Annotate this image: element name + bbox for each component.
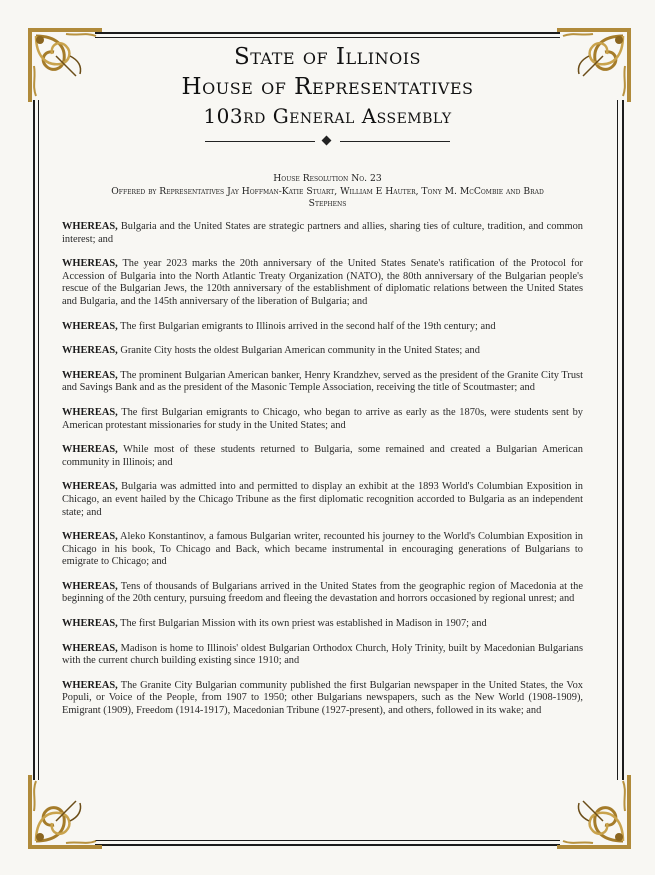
whereas-label: WHEREAS,	[62, 258, 118, 270]
whereas-label: WHEREAS,	[62, 618, 118, 630]
resolution-body	[62, 221, 583, 730]
whereas-clause: WHEREAS, Bulgaria and the United States are strategic partners and allies, sharing ties of culture, tradition, and common interest; and	[62, 221, 583, 245]
whereas-label: WHEREAS,	[62, 481, 118, 493]
gold-corner-ornament-icon	[26, 773, 104, 851]
title-state: State of Illinois	[234, 44, 421, 70]
whereas-clause: WHEREAS, The Granite City Bulgarian community published the first Bulgarian newspaper in the United States, the Vox Populi, or Voice of the People, from 1907 to 1950; other Bulgarians newspapers, such as the New World (1908-1909), Emigrant (1909), Freedom (1914-1917), Macedonian Tribune (1927-present), and others, followed in its wake; and	[62, 679, 583, 717]
gold-corner-ornament-icon	[555, 773, 633, 851]
whereas-label: WHEREAS,	[62, 369, 118, 381]
title-house: House of Representatives	[181, 74, 474, 100]
whereas-label: WHEREAS,	[62, 642, 118, 654]
whereas-clause: WHEREAS, The first Bulgarian emigrants to Chicago, who began to arrive as early as the 1870s, were students sent by American protestant missionaries for study in the United States; and	[62, 406, 583, 431]
whereas-clause: WHEREAS, Tens of thousands of Bulgarians arrived in the United States from the geographic region of Macedonia at the beginning of the 20th century, pursuing freedom and fleeing the devastation and horrors occasioned by regional unrest; and	[62, 580, 583, 605]
whereas-label: WHEREAS,	[62, 345, 118, 357]
resolution-number: House Resolution No. 23	[273, 173, 382, 184]
whereas-clause: WHEREAS, Bulgaria was admitted into and permitted to display an exhibit at the 1893 World's Columbian Exposition in Chicago, an event hailed by the Chicago Tribune as the first diplomatic recognition accorded to Bulgaria as an independent state; and	[62, 481, 583, 518]
whereas-label: WHEREAS,	[62, 221, 118, 232]
border-left-inner	[38, 100, 39, 780]
border-top-outer	[95, 32, 560, 34]
sponsors-line: Offered by Representatives Jay Hoffman-Katie Stuart, William E Hauter, Tony M. McCombie and Brad	[111, 186, 544, 197]
border-top-inner	[95, 37, 560, 38]
whereas-label: WHEREAS,	[62, 406, 118, 418]
whereas-label: WHEREAS,	[62, 320, 118, 332]
whereas-label: WHEREAS,	[62, 580, 118, 592]
whereas-clause: WHEREAS, The first Bulgarian emigrants to Illinois arrived in the second half of the 19th century; and	[62, 320, 496, 332]
whereas-clause: WHEREAS, The prominent Bulgarian American banker, Henry Krandzhev, served as the president of the Granite City Trust and Savings Bank and as the president of the Masonic Temple Association, receiving the title of Scoutmaster; and	[62, 369, 583, 394]
sponsors-line-cont: Stephens	[308, 198, 347, 209]
border-bottom-inner	[95, 840, 560, 841]
whereas-clause: WHEREAS, The year 2023 marks the 20th anniversary of the United States Senate's ratification of the Protocol for Accession of Bulgaria into the North Atlantic Treaty Organization (NATO), the 80th anniversary of the Bulgarian people's rescue of the Bulgarian Jews, the 120th anniversary of the establishment of diplomatic relations between the United States and Bulgaria, and the 145th anniversary of the liberation of Bulgaria; and	[62, 258, 583, 307]
whereas-clause: WHEREAS, Granite City hosts the oldest Bulgarian American community in the United States; and	[62, 345, 480, 357]
whereas-clause: WHEREAS, Madison is home to Illinois' oldest Bulgarian Orthodox Church, Holy Trinity, built by Macedonian Bulgarians with the current church building existing since 1910; and	[62, 642, 583, 667]
title-divider	[205, 136, 450, 148]
whereas-clause: WHEREAS, Aleko Konstantinov, a famous Bulgarian writer, recounted his journey to the World's Columbian Exposition in Chicago in his book, To Chicago and Back, which became instrumental in encouraging generations of Bulgarians to emigrate to Chicago; and	[62, 531, 583, 568]
border-right-inner	[617, 100, 618, 780]
whereas-clause: WHEREAS, The first Bulgarian Mission with its own priest was established in Madison in 1907; and	[62, 618, 487, 630]
border-bottom-outer	[95, 844, 560, 846]
whereas-label: WHEREAS,	[62, 679, 118, 691]
whereas-clause: WHEREAS, While most of these students returned to Bulgaria, some remained and created a Bulgarian American community in Illinois; and	[62, 444, 583, 468]
border-right-outer	[622, 100, 624, 780]
whereas-label: WHEREAS,	[62, 444, 118, 456]
whereas-label: WHEREAS,	[62, 531, 118, 543]
diamond-icon	[322, 136, 332, 146]
title-assembly: 103rd General Assembly	[203, 104, 452, 128]
border-left-outer	[33, 100, 35, 780]
resolution-sponsors	[60, 186, 595, 210]
